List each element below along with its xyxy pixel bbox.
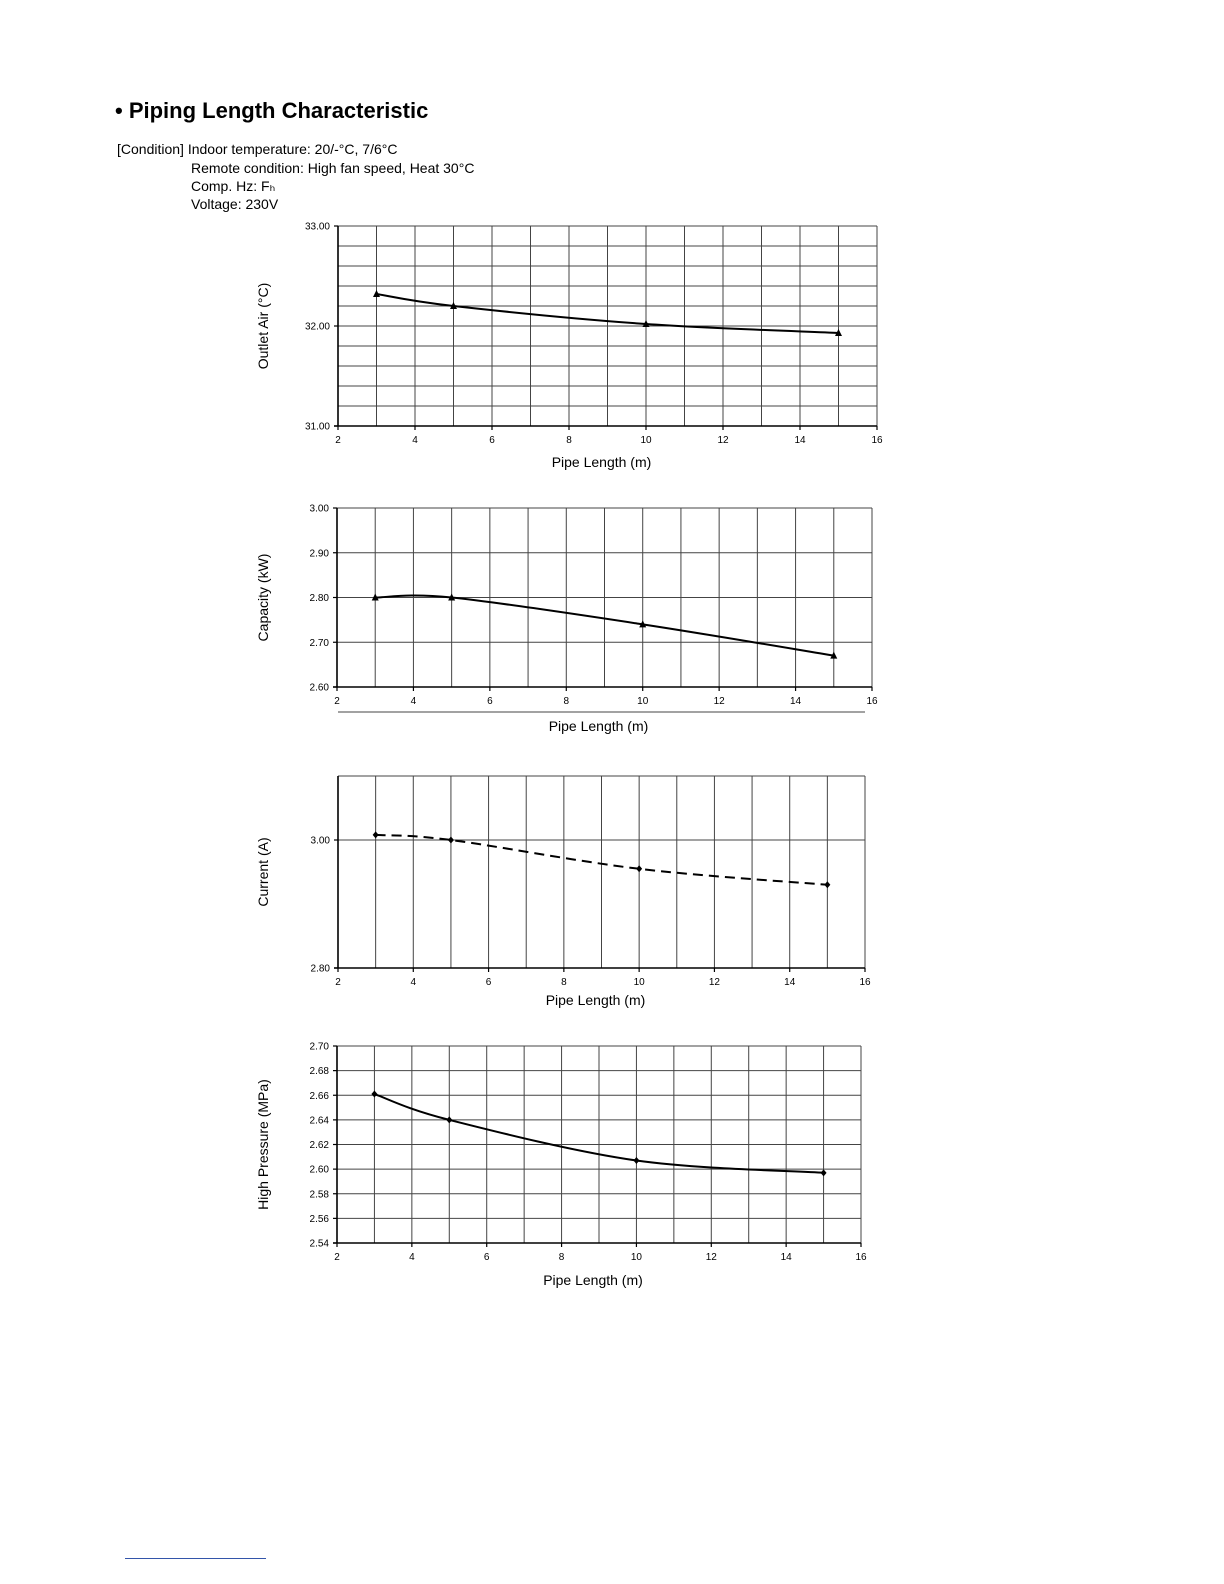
y-tick-label: 2.64 [309,1115,329,1127]
y-tick-label: 3.00 [310,835,330,847]
x-tick-label: 2 [335,977,341,988]
x-tick-label: 6 [485,977,492,988]
y-axis-title: Outlet Air (°C) [255,282,271,370]
x-tick-label: 10 [640,435,652,446]
x-tick-label: 12 [705,1252,717,1263]
y-tick-label: 2.66 [309,1090,329,1102]
condition-line-3: Comp. Hz: Fₕ [191,178,276,194]
y-tick-label: 2.80 [310,963,330,975]
x-tick-label: 4 [412,435,418,446]
x-tick-label: 8 [558,1252,565,1263]
x-tick-label: 10 [630,1252,642,1263]
x-tick-label: 10 [633,977,645,988]
x-tick-label: 14 [784,977,796,988]
y-tick-label: 2.60 [309,1164,329,1176]
y-tick-label: 2.90 [309,548,329,560]
x-tick-label: 2 [335,435,341,446]
x-tick-label: 4 [410,977,417,988]
x-tick-label: 16 [855,1252,867,1263]
condition-line-1: [Condition] Indoor temperature: 20/-°C, 7/6°C [117,141,398,157]
y-tick-label: 32.00 [304,321,330,333]
y-tick-label: 3.00 [309,503,329,515]
x-tick-label: 14 [780,1252,792,1263]
x-tick-label: 8 [566,435,572,446]
y-tick-label: 2.58 [309,1189,329,1201]
x-tick-label: 6 [483,1252,490,1263]
outlet-air-chart [0,215,1224,475]
x-tick-label: 2 [334,696,340,707]
x-tick-label: 6 [487,696,493,707]
capacity-chart [0,497,1224,742]
x-tick-label: 4 [409,1252,415,1263]
condition-line-4: Voltage: 230V [191,196,279,212]
y-tick-label: 2.70 [309,637,329,649]
y-tick-label: 2.54 [309,1238,329,1250]
x-tick-label: 8 [563,696,570,707]
footer-rule [125,1558,266,1559]
current-chart [0,766,1224,1016]
x-tick-label: 8 [561,977,567,988]
y-axis-title: High Pressure (MPa) [255,1079,271,1210]
x-tick-label: 12 [717,435,729,446]
y-tick-label: 2.80 [309,593,329,604]
x-axis-title: Pipe Length (m) [543,1272,643,1288]
y-tick-label: 2.60 [309,682,329,694]
x-tick-label: 12 [713,696,725,707]
y-tick-label: 33.00 [304,221,330,233]
x-tick-label: 14 [794,435,806,446]
x-tick-label: 16 [866,696,878,707]
high-pressure-chart [0,1036,1224,1296]
x-axis-title: Pipe Length (m) [551,454,652,470]
page-title: • Piping Length Characteristic [115,98,429,123]
x-tick-label: 16 [859,977,871,988]
y-tick-label: 2.68 [309,1066,329,1078]
y-tick-label: 2.70 [309,1041,329,1053]
x-tick-label: 10 [637,696,649,707]
y-tick-label: 2.56 [309,1213,329,1225]
x-axis-title: Pipe Length (m) [548,718,649,734]
y-tick-label: 2.62 [309,1140,329,1151]
x-tick-label: 6 [489,435,495,446]
y-tick-label: 31.00 [304,421,330,433]
x-axis-title: Pipe Length (m) [545,992,646,1008]
x-tick-label: 12 [708,977,720,988]
x-tick-label: 16 [871,435,883,446]
x-tick-label: 4 [410,696,417,707]
condition-line-2: Remote condition: High fan speed, Heat 30°C [191,160,475,176]
x-tick-label: 14 [790,696,802,707]
x-tick-label: 2 [334,1252,340,1263]
y-axis-title: Current (A) [255,837,271,907]
y-axis-title: Capacity (kW) [255,553,271,642]
